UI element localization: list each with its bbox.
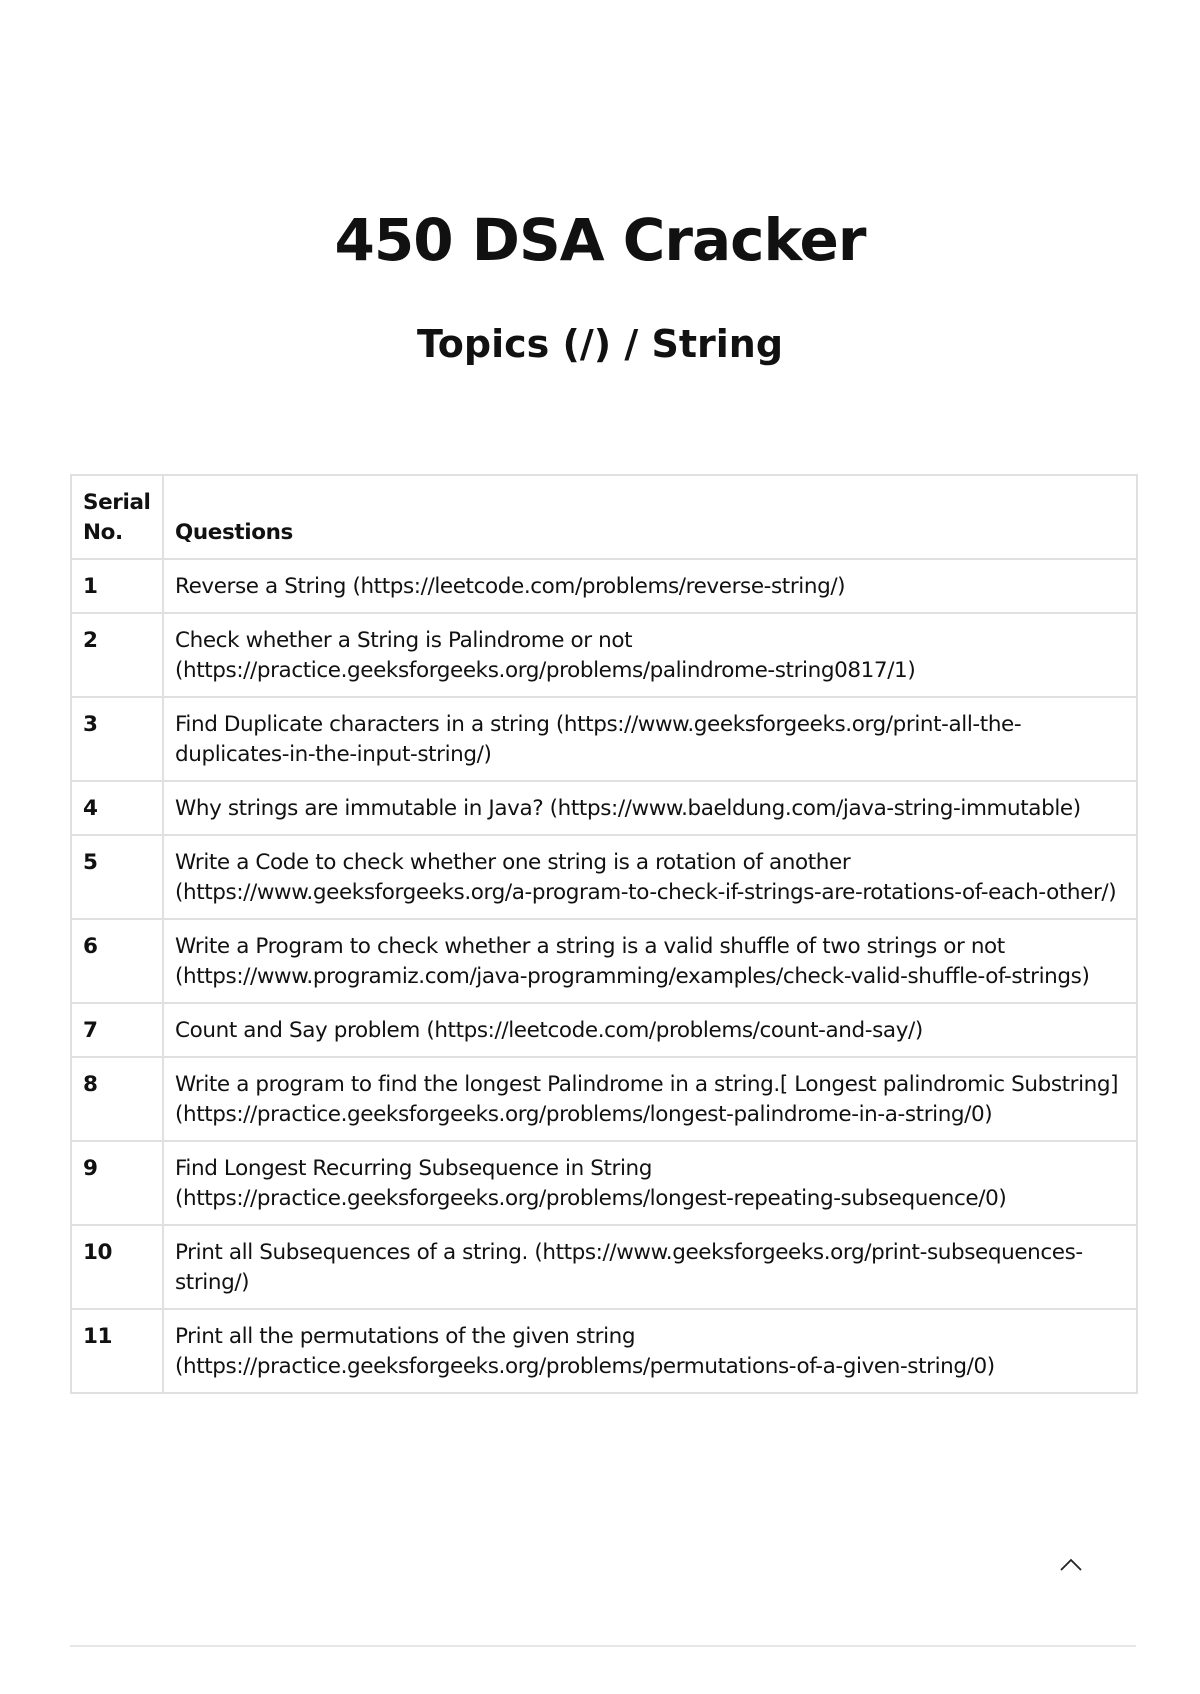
breadcrumb-separator: / [624,322,639,366]
table-row [71,781,1137,835]
breadcrumb-topics-link[interactable]: Topics (/) [416,322,612,366]
serial-cell: 6 [71,919,163,1003]
table-row [71,559,1137,613]
breadcrumb [0,320,1200,368]
question-cell[interactable]: Write a program to find the longest Palindrome in a string.[ Longest palindromic Substring] (https://practice.geeksforgeeks.org/problems/longest-palindrome-in-a-string/0) [163,1057,1137,1141]
question-cell[interactable]: Why strings are immutable in Java? (https://www.baeldung.com/java-string-immutable) [163,781,1137,835]
breadcrumb-current: String [651,322,784,366]
serial-cell: 9 [71,1141,163,1225]
serial-cell: 3 [71,697,163,781]
table-row [71,1309,1137,1393]
table-row [71,1003,1137,1057]
table-row [71,919,1137,1003]
page-title: 450 DSA Cracker [334,206,866,274]
question-cell[interactable]: Write a Program to check whether a string is a valid shuffle of two strings or not (https://www.programiz.com/java-programming/examples/check-valid-shuffle-of-strings) [163,919,1137,1003]
question-cell[interactable]: Reverse a String (https://leetcode.com/problems/reverse-string/) [163,559,1137,613]
questions-table-container [70,474,1136,1394]
question-cell[interactable]: Print all Subsequences of a string. (https://www.geeksforgeeks.org/print-subsequences-string/) [163,1225,1137,1309]
question-cell[interactable]: Check whether a String is Palindrome or not (https://practice.geeksforgeeks.org/problems/palindrome-string0817/1) [163,613,1137,697]
serial-cell: 11 [71,1309,163,1393]
serial-cell: 1 [71,559,163,613]
question-cell[interactable]: Find Duplicate characters in a string (https://www.geeksforgeeks.org/print-all-the-duplicates-in-the-input-string/) [163,697,1137,781]
chevron-up-icon [1058,1552,1084,1578]
question-cell[interactable]: Count and Say problem (https://leetcode.com/problems/count-and-say/) [163,1003,1137,1057]
question-cell[interactable]: Find Longest Recurring Subsequence in String (https://practice.geeksforgeeks.org/problems/longest-repeating-subsequence/0) [163,1141,1137,1225]
table-row [71,613,1137,697]
table-row [71,1225,1137,1309]
questions-table [70,474,1138,1394]
question-cell[interactable]: Write a Code to check whether one string is a rotation of another (https://www.geeksforgeeks.org/a-program-to-check-if-strings-are-rotations-of-each-other/) [163,835,1137,919]
serial-cell: 4 [71,781,163,835]
scroll-to-top-button[interactable] [1058,1552,1084,1578]
table-row [71,1057,1137,1141]
serial-cell: 8 [71,1057,163,1141]
footer-divider [70,1645,1136,1647]
table-row [71,835,1137,919]
table-header-row [71,475,1137,559]
table-row [71,697,1137,781]
serial-column-header: Serial No. [71,475,163,559]
question-cell[interactable]: Print all the permutations of the given string (https://practice.geeksforgeeks.org/problems/permutations-of-a-given-string/0) [163,1309,1137,1393]
serial-cell: 10 [71,1225,163,1309]
table-row [71,1141,1137,1225]
serial-cell: 5 [71,835,163,919]
serial-cell: 7 [71,1003,163,1057]
questions-column-header: Questions [163,475,1137,559]
serial-cell: 2 [71,613,163,697]
